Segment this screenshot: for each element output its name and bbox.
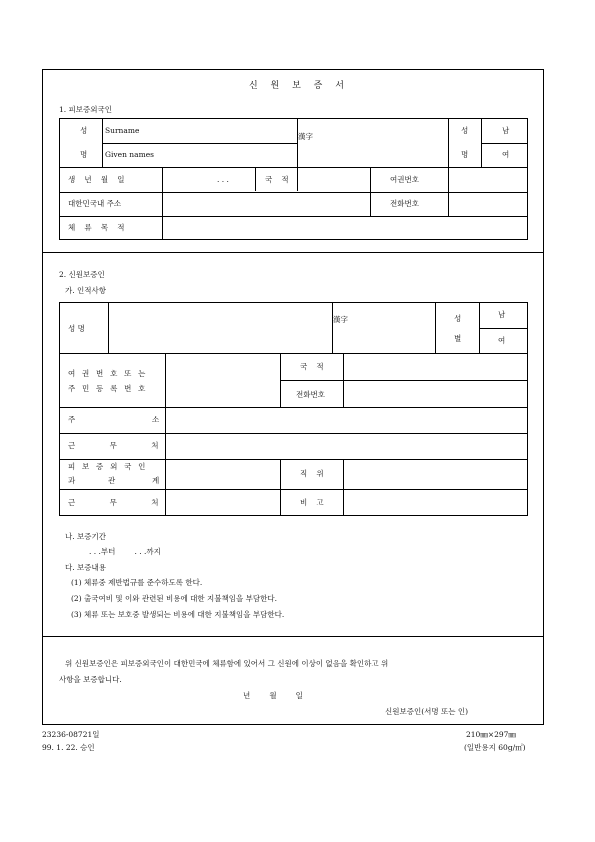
- id-label-line2: 주 민 등 록 번 호: [68, 384, 148, 393]
- relation-line2-mid: 관: [108, 476, 116, 485]
- paper-size: 210㎜×297㎜: [466, 730, 516, 739]
- work2-label: 근 무 처: [68, 498, 175, 507]
- guarantee-period[interactable]: . . .부터 . . .까지: [89, 547, 161, 556]
- relation-line1: 피 보 증 외 국 인: [68, 462, 148, 471]
- nationality-label: 국 적: [265, 175, 293, 184]
- date-line[interactable]: 년 월 일: [243, 691, 303, 700]
- hanja-label: 漢字: [298, 132, 313, 141]
- female-option[interactable]: 여: [502, 150, 510, 159]
- address-label-right: 소: [152, 415, 160, 424]
- form-title: 신 원 보 증 서: [249, 81, 349, 91]
- surname-label-kr: 성: [80, 126, 88, 135]
- section2-sub-c: 다. 보증내용: [65, 563, 106, 572]
- address-label-left: 주: [68, 415, 76, 424]
- guarantor-male-option[interactable]: 남: [498, 310, 506, 319]
- guarantor-table: [59, 302, 528, 516]
- birth-dots[interactable]: . . .: [217, 175, 229, 184]
- statement-line1: 위 신원보증인은 피보증외국인이 대한민국에 체류함에 있어서 그 신원에 이상이 없음을 확인하고 위: [65, 659, 389, 668]
- purpose-label: 체 류 목 적: [68, 223, 128, 232]
- male-option[interactable]: 남: [502, 126, 510, 135]
- approval-date: 99. 1. 22. 승인: [42, 743, 95, 752]
- section2-sub-a: 가. 인적사항: [65, 286, 106, 295]
- given-names-label: Given names: [105, 150, 154, 159]
- position-label: 직 위: [300, 469, 328, 478]
- passport-label: 여권번호: [390, 175, 419, 184]
- birth-label: 생 년 월 일: [68, 175, 128, 184]
- divider: [43, 252, 543, 253]
- relation-line2-left: 과: [68, 476, 76, 485]
- address-label: 대한민국내 주소: [68, 199, 122, 208]
- relation-line2-right: 계: [152, 476, 160, 485]
- signature-line[interactable]: 신원보증인(서명 또는 인): [385, 707, 469, 716]
- work-label: 근 무 처: [68, 441, 175, 450]
- guarantee-item-3: (3) 체류 또는 보호중 발생되는 비용에 대한 지불책임을 부담한다.: [71, 610, 285, 619]
- guarantor-nationality-label: 국 적: [300, 362, 328, 371]
- sex-label-top: 성: [461, 126, 469, 135]
- surname-label: Surname: [105, 126, 140, 135]
- section2-sub-b: 나. 보증기간: [65, 532, 106, 541]
- foreigner-table: [59, 118, 528, 240]
- guarantor-name-label: 성 명: [68, 324, 85, 333]
- sex-label-bottom: 명: [461, 150, 469, 159]
- form-frame: [42, 69, 544, 725]
- guarantee-item-2: (2) 출국여비 및 이와 관련된 비용에 대한 지불책임을 부담한다.: [71, 594, 277, 603]
- statement-line2: 사항을 보증합니다.: [59, 675, 122, 684]
- guarantor-hanja-label: 漢字: [333, 315, 348, 324]
- phone-label: 전화번호: [390, 199, 419, 208]
- form-number: 23236-08721일: [42, 730, 100, 739]
- remarks-label: 비 고: [300, 498, 328, 507]
- guarantor-phone-label: 전화번호: [296, 390, 325, 399]
- guarantor-sex-label-bottom: 별: [454, 334, 462, 343]
- divider: [43, 636, 543, 637]
- section2-heading: 2. 신원보증인: [59, 270, 105, 279]
- guarantee-item-1: (1) 체류중 제반법규를 준수하도록 한다.: [71, 578, 203, 587]
- id-label-line1: 여 권 번 호 또 는: [68, 369, 148, 378]
- section1-heading: 1. 피보증외국인: [59, 105, 113, 114]
- guarantor-female-option[interactable]: 여: [498, 336, 506, 345]
- given-label-kr: 명: [80, 150, 88, 159]
- guarantor-sex-label-top: 성: [454, 314, 462, 323]
- paper-weight: (일반용지 60g/㎡): [464, 743, 526, 752]
